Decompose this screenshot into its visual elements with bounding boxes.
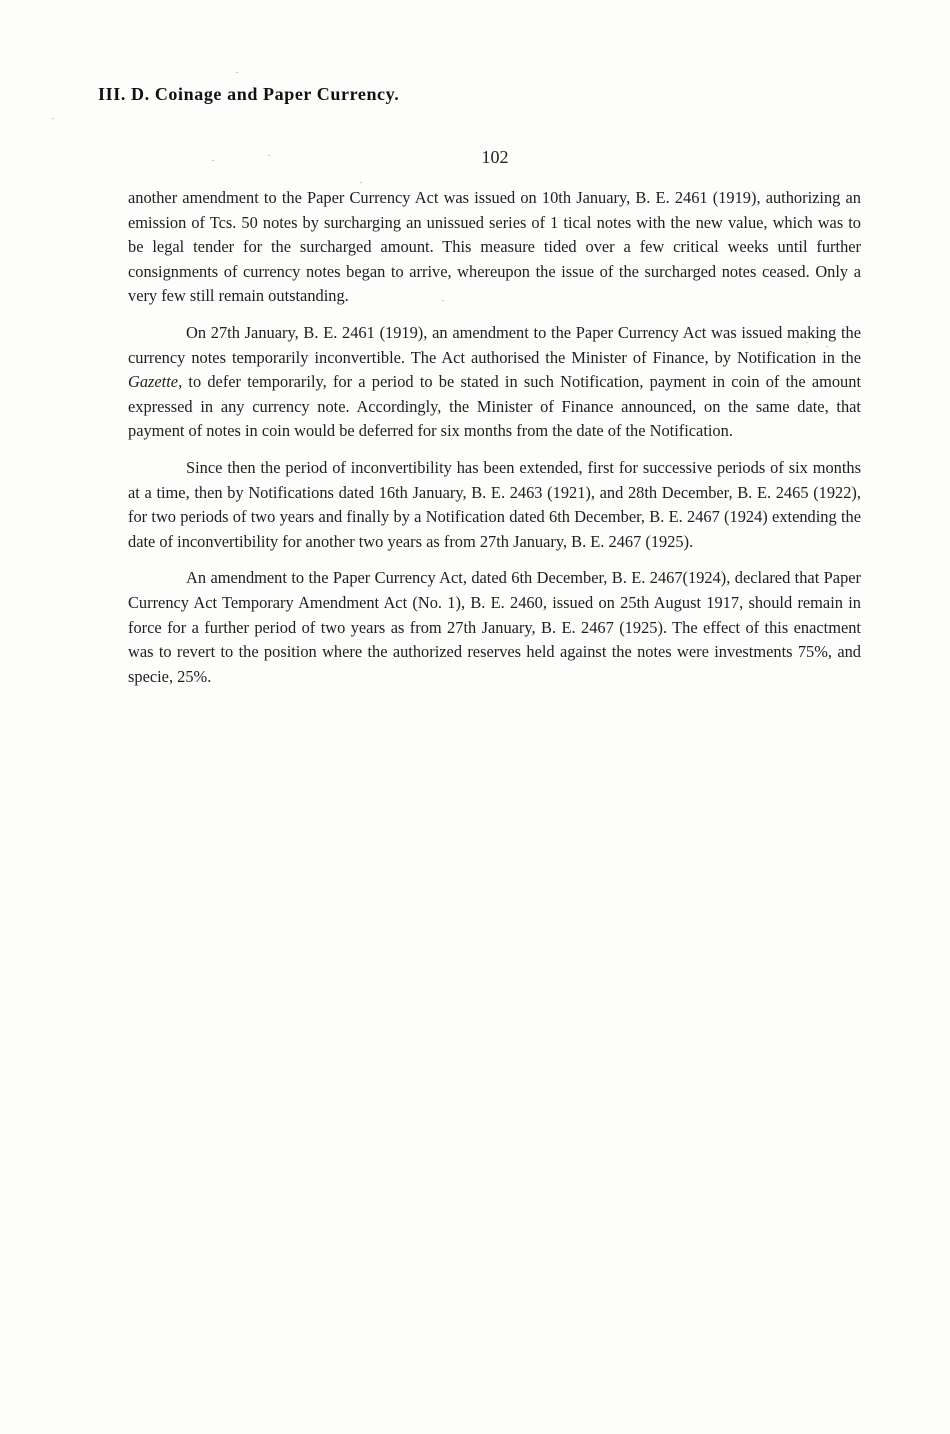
page-number: 102: [481, 147, 509, 167]
paragraph-4: An amendment to the Paper Currency Act, dated 6th December, B. E. 2467(1924), declared that Paper Currency Act Temporary Amendment Act (No. 1), B. E. 2460, issued on 25th August 1917, should remain in force for a further period of two years as from 27th January, B. E. 2467 (1925). The effect of this enactment was to revert to the position where the authorized reserves held against the notes were investments 75%, and specie, 25%.: [128, 568, 861, 686]
body-text: [128, 186, 861, 701]
scan-speck: [236, 72, 238, 73]
scan-speck: [212, 160, 214, 161]
paragraph-1: another amendment to the Paper Currency Act was issued on 10th January, B. E. 2461 (1919), authorizing an emission of Tcs. 50 notes by surcharging an unissued series of 1 tical notes with the new value, which was to be legal tender for the surcharged amount. This measure tided over a few critical weeks until further consignments of currency notes began to arrive, whereupon the issue of the surcharged notes ceased. Only a very few still remain outstanding.: [128, 188, 861, 306]
scan-speck: [360, 182, 362, 183]
scan-speck: [806, 342, 808, 343]
scan-speck: [268, 155, 270, 156]
scan-speck: [826, 346, 828, 347]
paragraph-2-text-end: to defer temporarily, for a period to be stated in such Notification, payment in coin of the amount expressed in any currency note. Accordingly, the Minister of Finance announced, on the same date, that payment of notes in coin would be deferred for six months from the date of the Notification.: [128, 372, 861, 441]
paragraph-2-text-start: On 27th January, B. E. 2461 (1919), an amendment to the Paper Currency Act was issued making the currency notes temporarily inconvertible. The Act authorised the Minister of Finance, by Notification in the: [128, 322, 861, 367]
paragraph-3: Since then the period of inconvertibility has been extended, first for successive periods of six months at a time, then by Notifications dated 16th January, B. E. 2463 (1921), and 28th December, B. E. 2465 (1922), for two periods of two years and finally by a Notification dated 6th December, B. E. 2467 (1924) extending the date of inconvertibility for another two years as from 27th January, B. E. 2467 (1925).: [128, 457, 861, 551]
scan-speck: [52, 118, 54, 119]
scan-speck: [442, 300, 444, 301]
gazette-italic: Gazette,: [128, 372, 183, 392]
paragraph-2: [128, 321, 861, 444]
section-heading: III. D. Coinage and Paper Currency.: [98, 84, 400, 104]
